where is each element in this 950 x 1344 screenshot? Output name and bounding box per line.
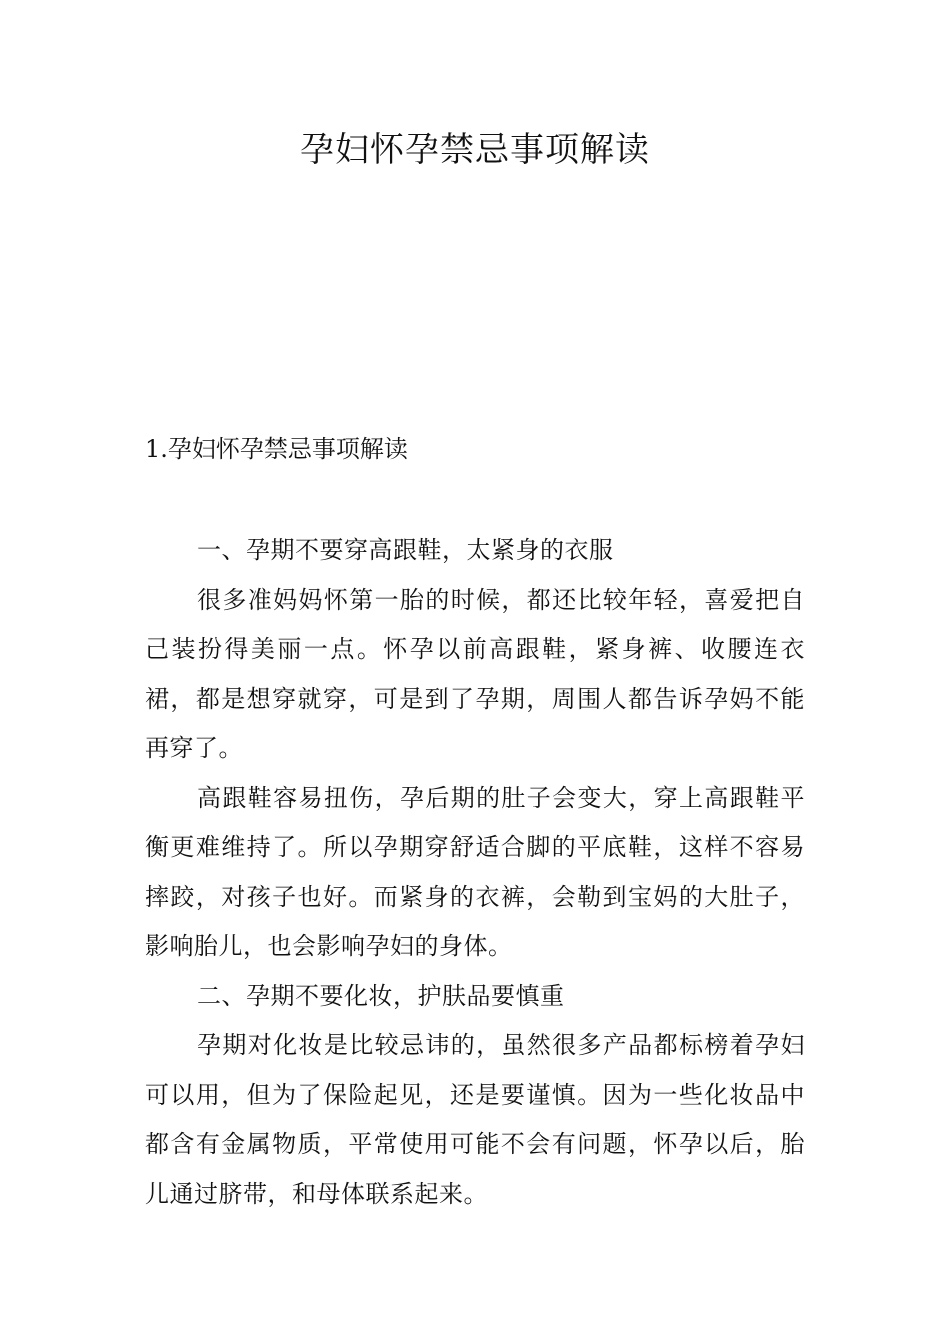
paragraph-makeup-caution: 孕期对化妆是比较忌讳的，虽然很多产品都标榜着孕妇可以用，但为了保险起见，还是要谨慎。因为一些化妆品中都含有金属物质，平常使用可能不会有问题，怀孕以后，胎儿通过脐带，和母体联系起来。 bbox=[145, 1031, 805, 1208]
section-heading: 1.孕妇怀孕禁忌事项解读 bbox=[145, 435, 408, 463]
document-body bbox=[145, 526, 805, 1219]
subheading-makeup: 二、孕期不要化妆，护肤品要慎重 bbox=[197, 981, 565, 1010]
paragraph-first-pregnancy: 很多准妈妈怀第一胎的时候，都还比较年轻，喜爱把自己装扮得美丽一点。怀孕以前高跟鞋，紧身裤、收腰连衣裙，都是想穿就穿，可是到了孕期，周围人都告诉孕妈不能再穿了。 bbox=[145, 585, 805, 762]
subheading-high-heels: 一、孕期不要穿高跟鞋，太紧身的衣服 bbox=[197, 536, 614, 564]
paragraph-high-heels-risk: 高跟鞋容易扭伤，孕后期的肚子会变大，穿上高跟鞋平衡更难维持了。所以孕期穿舒适合脚的平底鞋，这样不容易摔跤，对孩子也好。而紧身的衣裤，会勒到宝妈的大肚子，影响胎儿，也会影响孕妇的身体。 bbox=[145, 783, 805, 960]
document-title: 孕妇怀孕禁忌事项解读 bbox=[300, 130, 650, 170]
